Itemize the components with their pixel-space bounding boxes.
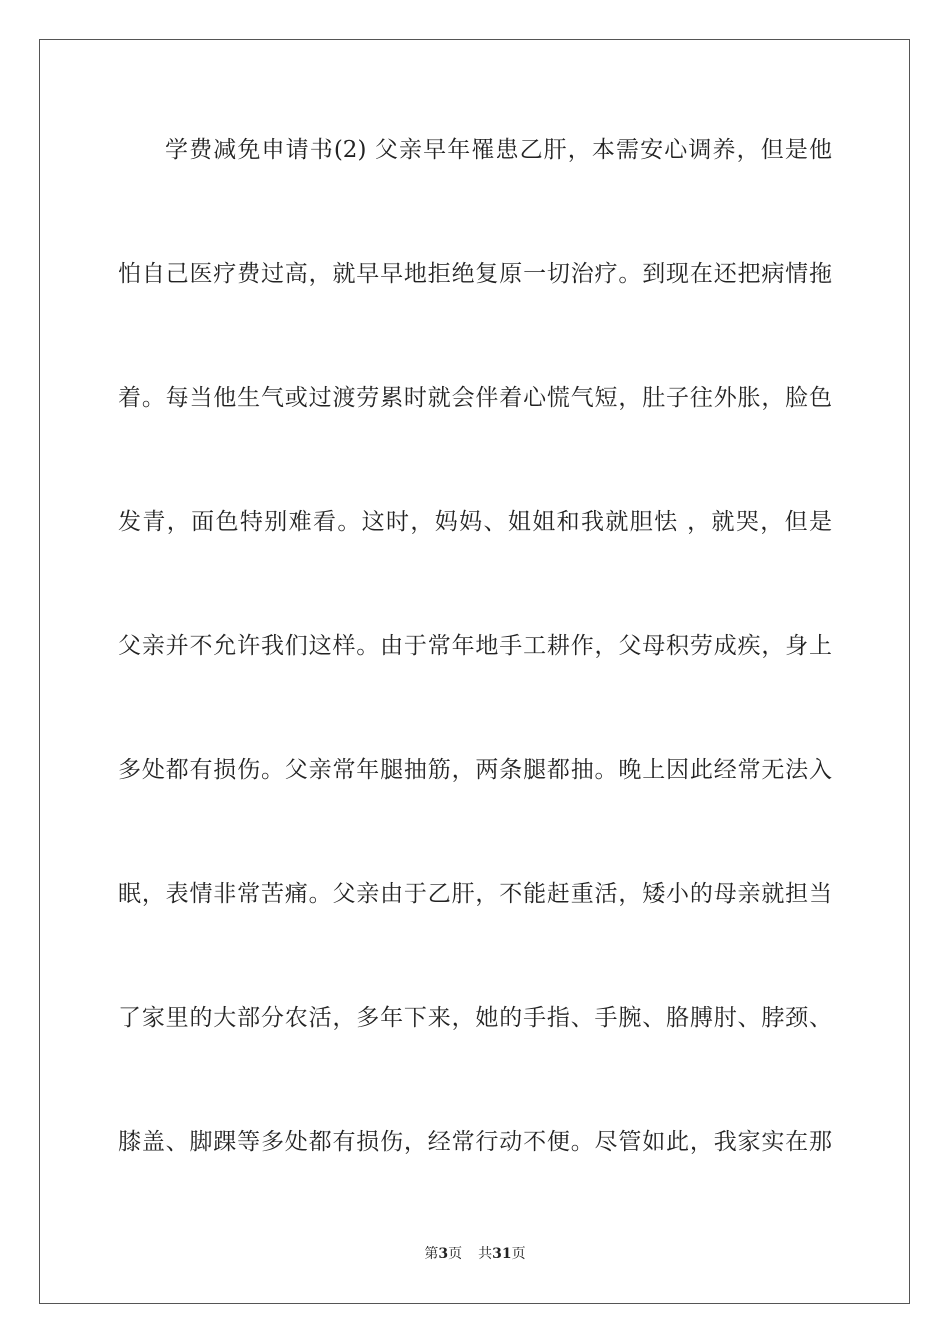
- page-border: [39, 39, 910, 1304]
- total-pages: 31: [492, 1246, 512, 1262]
- text-line-2: 怕自己医疗费过高，就早早地拒绝复原一切治疗。到现在还把病情拖: [118, 261, 832, 287]
- text-line-4: 发青，面色特别难看。这时，妈妈、姐姐和我就胆怯 ，就哭，但是: [118, 509, 832, 535]
- total-suffix: 页: [511, 1246, 526, 1262]
- text-line-1: 学费减免申请书(2) 父亲早年罹患乙肝，本需安心调养，但是他: [165, 137, 832, 163]
- text-line-6: 多处都有损伤。父亲常年腿抽筋，两条腿都抽。晚上因此经常无法入: [118, 757, 832, 783]
- text-line-9: 膝盖、脚踝等多处都有损伤，经常行动不便。尽管如此，我家实在那: [118, 1129, 832, 1155]
- text-line-3: 着。每当他生气或过渡劳累时就会伴着心慌气短，肚子往外胀，脸色: [118, 385, 832, 411]
- text-line-7: 眠，表情非常苦痛。父亲由于乙肝，不能赶重活，矮小的母亲就担当: [118, 881, 832, 907]
- page-footer: [0, 1244, 950, 1264]
- text-line-8: 了家里的大部分农活，多年下来，她的手指、手腕、胳膊肘、脖颈、: [118, 1005, 832, 1031]
- text-line-5: 父亲并不允许我们这样。由于常年地手工耕作，父母积劳成疾，身上: [118, 633, 832, 659]
- page-number: 3: [438, 1246, 449, 1262]
- total-prefix: 共: [478, 1246, 493, 1262]
- page-suffix: 页: [448, 1246, 463, 1262]
- page-prefix: 第: [424, 1246, 439, 1262]
